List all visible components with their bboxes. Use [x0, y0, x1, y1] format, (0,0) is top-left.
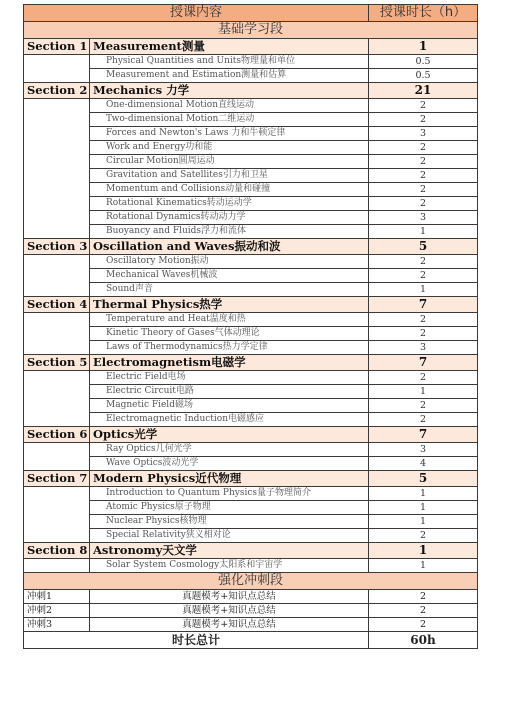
- section-title: Astronomy天文学: [90, 543, 369, 559]
- course-schedule: [23, 4, 477, 649]
- topic-name: Electromagnetic Induction电磁感应: [90, 413, 369, 427]
- topic-hours: 2: [369, 255, 478, 269]
- topic-hours: 2: [369, 99, 478, 113]
- topic-indent: [24, 283, 90, 297]
- topic-hours: 3: [369, 211, 478, 225]
- section-row: [24, 39, 478, 55]
- section-number: Section 6: [24, 427, 90, 443]
- sprint-description: 真题模考+知识点总结: [90, 604, 369, 618]
- section-number: Section 1: [24, 39, 90, 55]
- topic-name: Gravitation and Satellites引力和卫星: [90, 169, 369, 183]
- topic-indent: [24, 443, 90, 457]
- topic-row: [24, 559, 478, 573]
- topic-hours: 2: [369, 313, 478, 327]
- topic-name: Atomic Physics原子物理: [90, 501, 369, 515]
- total-row: [24, 632, 478, 649]
- content-header: 授课内容: [24, 5, 369, 22]
- topic-name: Forces and Newton's Laws 力和牛顿定律: [90, 127, 369, 141]
- topic-hours: 2: [369, 413, 478, 427]
- topic-hours: 4: [369, 457, 478, 471]
- topic-name: Kinetic Theory of Gases气体动理论: [90, 327, 369, 341]
- section-title: Optics光学: [90, 427, 369, 443]
- topic-hours: 0.5: [369, 69, 478, 83]
- sprint-label: 冲刺3: [24, 618, 90, 632]
- topic-indent: [24, 413, 90, 427]
- schedule-table: [23, 4, 478, 649]
- topic-indent: [24, 399, 90, 413]
- topic-hours: 2: [369, 269, 478, 283]
- phase-sprint-label: 强化冲刺段: [24, 573, 478, 590]
- topic-hours: 2: [369, 113, 478, 127]
- topic-row: [24, 313, 478, 327]
- topic-indent: [24, 255, 90, 269]
- topic-name: Rotational Kinematics转动运动学: [90, 197, 369, 211]
- section-hours: 21: [369, 83, 478, 99]
- topic-indent: [24, 55, 90, 69]
- topic-name: Introduction to Quantum Physics量子物理简介: [90, 487, 369, 501]
- topic-indent: [24, 113, 90, 127]
- topic-hours: 1: [369, 283, 478, 297]
- section-number: Section 8: [24, 543, 90, 559]
- topic-hours: 1: [369, 487, 478, 501]
- sprint-hours: 2: [369, 618, 478, 632]
- topic-hours: 3: [369, 443, 478, 457]
- topic-hours: 2: [369, 169, 478, 183]
- topic-name: Sound声音: [90, 283, 369, 297]
- section-hours: 5: [369, 239, 478, 255]
- topic-indent: [24, 371, 90, 385]
- topic-indent: [24, 141, 90, 155]
- topic-row: [24, 385, 478, 399]
- topic-indent: [24, 327, 90, 341]
- topic-row: [24, 341, 478, 355]
- topic-hours: 2: [369, 327, 478, 341]
- topic-row: [24, 211, 478, 225]
- topic-name: Work and Energy功和能: [90, 141, 369, 155]
- topic-hours: 1: [369, 385, 478, 399]
- topic-name: Two-dimensional Motion二维运动: [90, 113, 369, 127]
- sprint-hours: 2: [369, 590, 478, 604]
- topic-row: [24, 127, 478, 141]
- sprint-hours: 2: [369, 604, 478, 618]
- total-label: 时长总计: [24, 632, 369, 649]
- section-title: Oscillation and Waves振动和波: [90, 239, 369, 255]
- topic-hours: 2: [369, 529, 478, 543]
- topic-hours: 2: [369, 197, 478, 211]
- topic-hours: 2: [369, 399, 478, 413]
- sprint-row: [24, 618, 478, 632]
- topic-name: Mechanical Waves机械波: [90, 269, 369, 283]
- section-hours: 7: [369, 355, 478, 371]
- topic-hours: 2: [369, 155, 478, 169]
- topic-row: [24, 113, 478, 127]
- topic-indent: [24, 457, 90, 471]
- topic-row: [24, 371, 478, 385]
- topic-indent: [24, 69, 90, 83]
- topic-name: Oscillatory Motion振动: [90, 255, 369, 269]
- sprint-label: 冲刺2: [24, 604, 90, 618]
- topic-row: [24, 99, 478, 113]
- topic-name: Special Relativity狭义相对论: [90, 529, 369, 543]
- topic-hours: 1: [369, 501, 478, 515]
- topic-hours: 2: [369, 141, 478, 155]
- sprint-row: [24, 604, 478, 618]
- hours-header: 授课时长（h）: [369, 5, 478, 22]
- topic-name: Laws of Thermodynamics热力学定律: [90, 341, 369, 355]
- phase-foundation-label: 基础学习段: [24, 22, 478, 39]
- topic-hours: 1: [369, 225, 478, 239]
- topic-row: [24, 197, 478, 211]
- section-number: Section 2: [24, 83, 90, 99]
- header-row: [24, 5, 478, 22]
- topic-hours: 2: [369, 183, 478, 197]
- section-row: [24, 355, 478, 371]
- topic-indent: [24, 183, 90, 197]
- topic-indent: [24, 515, 90, 529]
- section-hours: 1: [369, 543, 478, 559]
- section-row: [24, 239, 478, 255]
- topic-name: Solar System Cosmology太阳系和宇宙学: [90, 559, 369, 573]
- topic-indent: [24, 385, 90, 399]
- topic-row: [24, 283, 478, 297]
- section-title: Thermal Physics热学: [90, 297, 369, 313]
- phase-sprint-row: [24, 573, 478, 590]
- topic-indent: [24, 487, 90, 501]
- topic-indent: [24, 341, 90, 355]
- topic-row: [24, 443, 478, 457]
- topic-row: [24, 457, 478, 471]
- topic-row: [24, 155, 478, 169]
- topic-row: [24, 255, 478, 269]
- topic-indent: [24, 99, 90, 113]
- topic-row: [24, 413, 478, 427]
- topic-indent: [24, 169, 90, 183]
- topic-name: Electric Field电场: [90, 371, 369, 385]
- total-hours: 60h: [369, 632, 478, 649]
- topic-name: Momentum and Collisions动量和碰撞: [90, 183, 369, 197]
- topic-name: Measurement and Estimation测量和估算: [90, 69, 369, 83]
- topic-name: Nuclear Physics核物理: [90, 515, 369, 529]
- topic-row: [24, 183, 478, 197]
- section-hours: 7: [369, 297, 478, 313]
- sprint-description: 真题模考+知识点总结: [90, 590, 369, 604]
- section-title: Modern Physics近代物理: [90, 471, 369, 487]
- topic-row: [24, 169, 478, 183]
- schedule-body: [24, 5, 478, 649]
- topic-indent: [24, 211, 90, 225]
- section-title: Mechanics 力学: [90, 83, 369, 99]
- topic-row: [24, 269, 478, 283]
- topic-row: [24, 487, 478, 501]
- topic-name: Magnetic Field磁场: [90, 399, 369, 413]
- section-number: Section 5: [24, 355, 90, 371]
- topic-hours: 1: [369, 515, 478, 529]
- topic-row: [24, 141, 478, 155]
- topic-name: Circular Motion圆周运动: [90, 155, 369, 169]
- topic-name: Electric Circuit电路: [90, 385, 369, 399]
- topic-row: [24, 501, 478, 515]
- topic-row: [24, 399, 478, 413]
- topic-name: One-dimensional Motion直线运动: [90, 99, 369, 113]
- topic-indent: [24, 313, 90, 327]
- topic-hours: 3: [369, 127, 478, 141]
- topic-hours: 0.5: [369, 55, 478, 69]
- section-title: Electromagnetism电磁学: [90, 355, 369, 371]
- topic-row: [24, 515, 478, 529]
- sprint-row: [24, 590, 478, 604]
- topic-indent: [24, 501, 90, 515]
- section-hours: 1: [369, 39, 478, 55]
- section-row: [24, 297, 478, 313]
- topic-row: [24, 529, 478, 543]
- topic-hours: 3: [369, 341, 478, 355]
- section-hours: 5: [369, 471, 478, 487]
- section-row: [24, 471, 478, 487]
- topic-indent: [24, 225, 90, 239]
- sprint-description: 真题模考+知识点总结: [90, 618, 369, 632]
- topic-name: Physical Quantities and Units物理量和单位: [90, 55, 369, 69]
- topic-indent: [24, 559, 90, 573]
- topic-hours: 2: [369, 371, 478, 385]
- topic-name: Temperature and Heat温度和热: [90, 313, 369, 327]
- section-title: Measurement测量: [90, 39, 369, 55]
- sprint-label: 冲刺1: [24, 590, 90, 604]
- topic-name: Wave Optics波动光学: [90, 457, 369, 471]
- section-row: [24, 543, 478, 559]
- topic-indent: [24, 269, 90, 283]
- topic-indent: [24, 197, 90, 211]
- topic-name: Buoyancy and Fluids浮力和流体: [90, 225, 369, 239]
- section-hours: 7: [369, 427, 478, 443]
- section-number: Section 7: [24, 471, 90, 487]
- phase-foundation-row: [24, 22, 478, 39]
- topic-indent: [24, 127, 90, 141]
- topic-name: Rotational Dynamics转动动力学: [90, 211, 369, 225]
- section-number: Section 4: [24, 297, 90, 313]
- topic-row: [24, 69, 478, 83]
- topic-row: [24, 225, 478, 239]
- section-row: [24, 427, 478, 443]
- topic-row: [24, 55, 478, 69]
- topic-hours: 1: [369, 559, 478, 573]
- section-number: Section 3: [24, 239, 90, 255]
- section-row: [24, 83, 478, 99]
- topic-indent: [24, 155, 90, 169]
- topic-indent: [24, 529, 90, 543]
- topic-row: [24, 327, 478, 341]
- topic-name: Ray Optics几何光学: [90, 443, 369, 457]
